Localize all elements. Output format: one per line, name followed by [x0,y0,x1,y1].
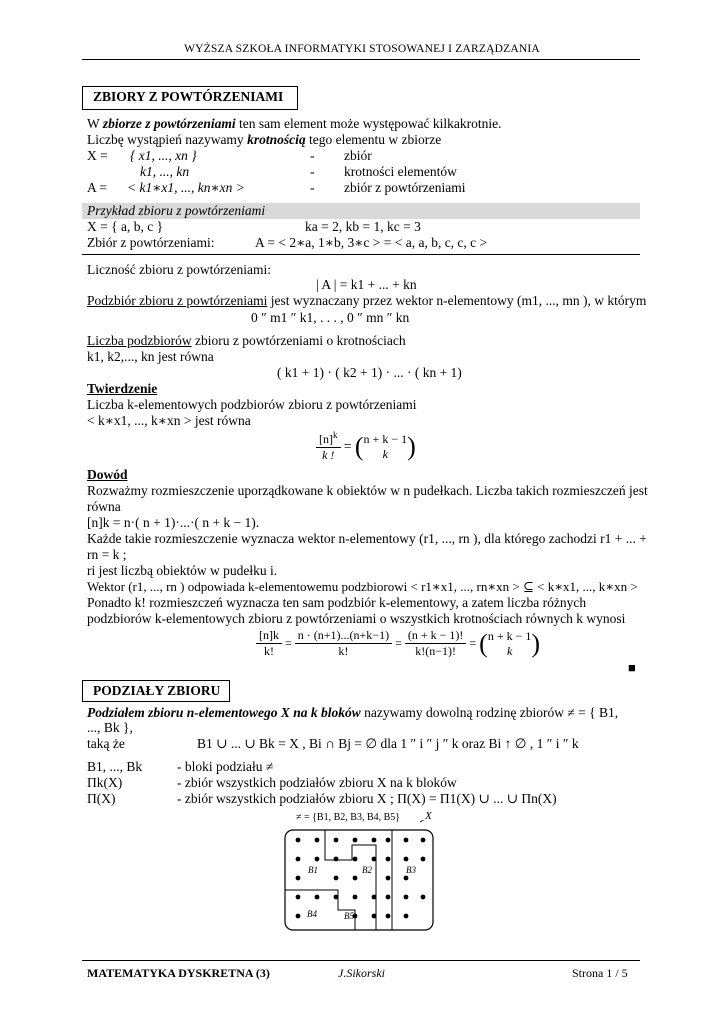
proof-line: Każde takie rozmieszczenie wyznacza wektor n-elementowy (r1, ..., rn ), dla którego zachodzi r1 + ... + [87,531,647,546]
element-dot [372,838,377,843]
partition-definition-2: ..., Bk }, [87,720,133,735]
partition-condition: B1 ∪ ... ∪ Bk = X , Bi ∩ Bj = ∅ dla 1 ″ i ″ j ″ k oraz Bi ↑ ∅ , 1 ″ i ″ k [197,736,579,751]
element-dot [386,914,391,919]
def-row-left: A = [87,180,107,195]
legend-symbol: Πk(X) [87,775,123,790]
proof-title: Dowód [87,467,128,482]
block-label-b2: B2 [362,865,372,875]
example-rule [82,254,640,255]
proof-line: podzbiorów k-elementowych zbioru z powtórzeniami o wszystkich krotnościach równych k wynosi [87,611,626,626]
footer-author: J.Sikorski [338,966,385,980]
element-dot [421,895,426,900]
legend-symbol: B1, ..., Bk [87,759,143,774]
example-title: Przykład zbioru z powtórzeniami [87,203,266,218]
proof-line: ri jest liczbą obiektów w pudełku i. [87,563,278,578]
subset-count-formula: ( k1 + 1) · ( k2 + 1) · ... · ( kn + 1) [277,365,462,380]
def-row-dash: - [310,148,315,163]
element-dot [386,895,391,900]
element-dot [334,895,339,900]
element-dot [353,895,358,900]
example-set: X = { a, b, c } [87,219,164,234]
element-dot [372,895,377,900]
def-row-mid: < k1∗x1, ..., kn∗xn > [127,180,245,195]
subset-count-2: k1, k2,..., kn jest równa [87,349,214,364]
element-dot [296,914,301,919]
cardinality-label: Liczność zbioru z powtórzeniami: [87,262,272,277]
element-dot [386,876,391,881]
proof-line: Ponadto k! rozmieszczeń wyznacza ten sam podzbiór k-elementowy, a zatem liczba różnych [87,595,587,610]
proof-line: rn = k ; [87,547,127,562]
element-dot [404,895,409,900]
proof-line: [n]k = n·( n + 1)·...·( n + k − 1). [87,515,260,530]
element-dot [315,895,320,900]
theorem-line-2: < k∗x1, ..., k∗xn > jest równa [87,413,251,428]
legend-symbol: Π(X) [87,791,116,806]
def-row-desc: krotności elementów [344,164,457,179]
legend-desc: - zbiór wszystkich podziałów zbioru X ; Π(X) = Π1(X) ∪ ... ∪ Πn(X) [177,791,557,806]
element-dot [353,857,358,862]
intro-line-2: Liczbę wystąpień nazywamy krotnością tego elementu w zbiorze [87,132,442,147]
def-row-dash: - [310,180,315,195]
theorem-line-1: Liczba k-elementowych podzbiorów zbioru z powtórzeniami [87,397,417,412]
theorem-title: Twierdzenie [87,381,158,396]
block-label-b3: B3 [406,865,416,875]
subset-count: Liczba podzbiorów zbioru z powtórzeniami o krotnościach [87,333,406,348]
element-dot [296,857,301,862]
footer-page-number: Strona 1 / 5 [572,966,628,980]
partition-diagram [280,820,442,934]
intro-line-1: W zbiorze z powtórzeniami ten sam element może występować kilkakrotnie. [87,116,502,131]
subset-definition: Podzbiór zbioru z powtórzeniami jest wyznaczany przez wektor n-elementowy (m1, ..., mn ), w którym [87,293,647,308]
element-dot [404,876,409,881]
example-value: A = < 2∗a, 1∗b, 3∗c > = < a, a, b, c, c, c > [255,235,488,250]
element-dot [353,876,358,881]
element-dot [296,838,301,843]
block-label-b5: B5 [344,911,354,921]
example-multiplicities: ka = 2, kb = 1, kc = 3 [305,219,421,234]
element-dot [315,838,320,843]
subset-condition: 0 ″ m1 ″ k1, . . . , 0 ″ mn ″ kn [251,310,410,325]
element-dot [421,857,426,862]
footer-course: MATEMATYKA DYSKRETNA (3) [87,966,270,980]
element-dot [386,857,391,862]
partition-definition: Podziałem zbioru n-elementowego X na k bloków nazywamy dowolną rodzinę zbiorów ≠ = { B1, [87,705,619,720]
header-rule [82,59,640,60]
cardinality-formula: | A | = k1 + ... + kn [316,277,417,292]
element-dot [315,857,320,862]
block-label-b4: B4 [307,909,317,919]
theorem-formula: $\frac{[n]^k}{k !}$ = ( n + k − 1 k ) [316,430,416,463]
section-title-podzialy: PODZIAŁY ZBIORU [82,680,230,702]
partition-definition-3: taką że [87,736,125,751]
element-dot [296,876,301,881]
diagram-caption: ≠ = {B1, B2, B3, B4, B5} [296,812,401,823]
def-row-left: X = [87,148,108,163]
element-dot [334,876,339,881]
element-dot [353,838,358,843]
def-row-desc: zbiór z powtórzeniami [344,180,466,195]
diagram-set-label: X [425,810,432,822]
def-row-dash: - [310,164,315,179]
element-dot [372,857,377,862]
proof-line: Rozważmy rozmieszczenie uporządkowane k obiektów w n pudełkach. Liczba takich rozmieszczeń jest [87,483,648,498]
def-row-mid: k1, ..., kn [140,164,190,179]
element-dot [404,914,409,919]
element-dot [334,857,339,862]
legend-desc: - bloki podziału ≠ [177,759,274,774]
page-header: WYŻSZA SZKOŁA INFORMATYKI STOSOWANEJ I ZARZĄDZANIA [184,43,540,55]
legend-desc: - zbiór wszystkich podziałów zbioru X na k bloków [177,775,457,790]
element-dot [386,838,391,843]
section-title-zbiory: ZBIORY Z POWTÓRZENIAMI [82,86,298,110]
element-dot [372,914,377,919]
example-label: Zbiór z powtórzeniami: [87,235,215,250]
proof-line: Wektor (r1, ..., rn ) odpowiada k-elementowemu podzbiorowi < r1∗x1, ..., rn∗xn > ⊆ < k∗x1, ..., k∗xn > [87,579,638,594]
block-label-b1: B1 [308,865,318,875]
proof-formula: $\frac{[n]k}{k!}$ = $\frac{n \cdot (n+1)...(n+k-1)}{k!}$ = $\frac{(n + k - 1)!}{k!(n-1)!}$ = ( n + k − 1 k ) [256,628,540,659]
footer-rule [82,960,640,961]
def-row-mid: { x1, ..., xn } [130,148,197,163]
def-row-desc: zbiór [344,148,372,163]
element-dot [404,857,409,862]
element-dot [404,838,409,843]
element-dot [421,838,426,843]
element-dot [296,895,301,900]
qed-mark: ■ [628,660,636,675]
proof-line: równa [87,499,121,514]
element-dot [334,838,339,843]
